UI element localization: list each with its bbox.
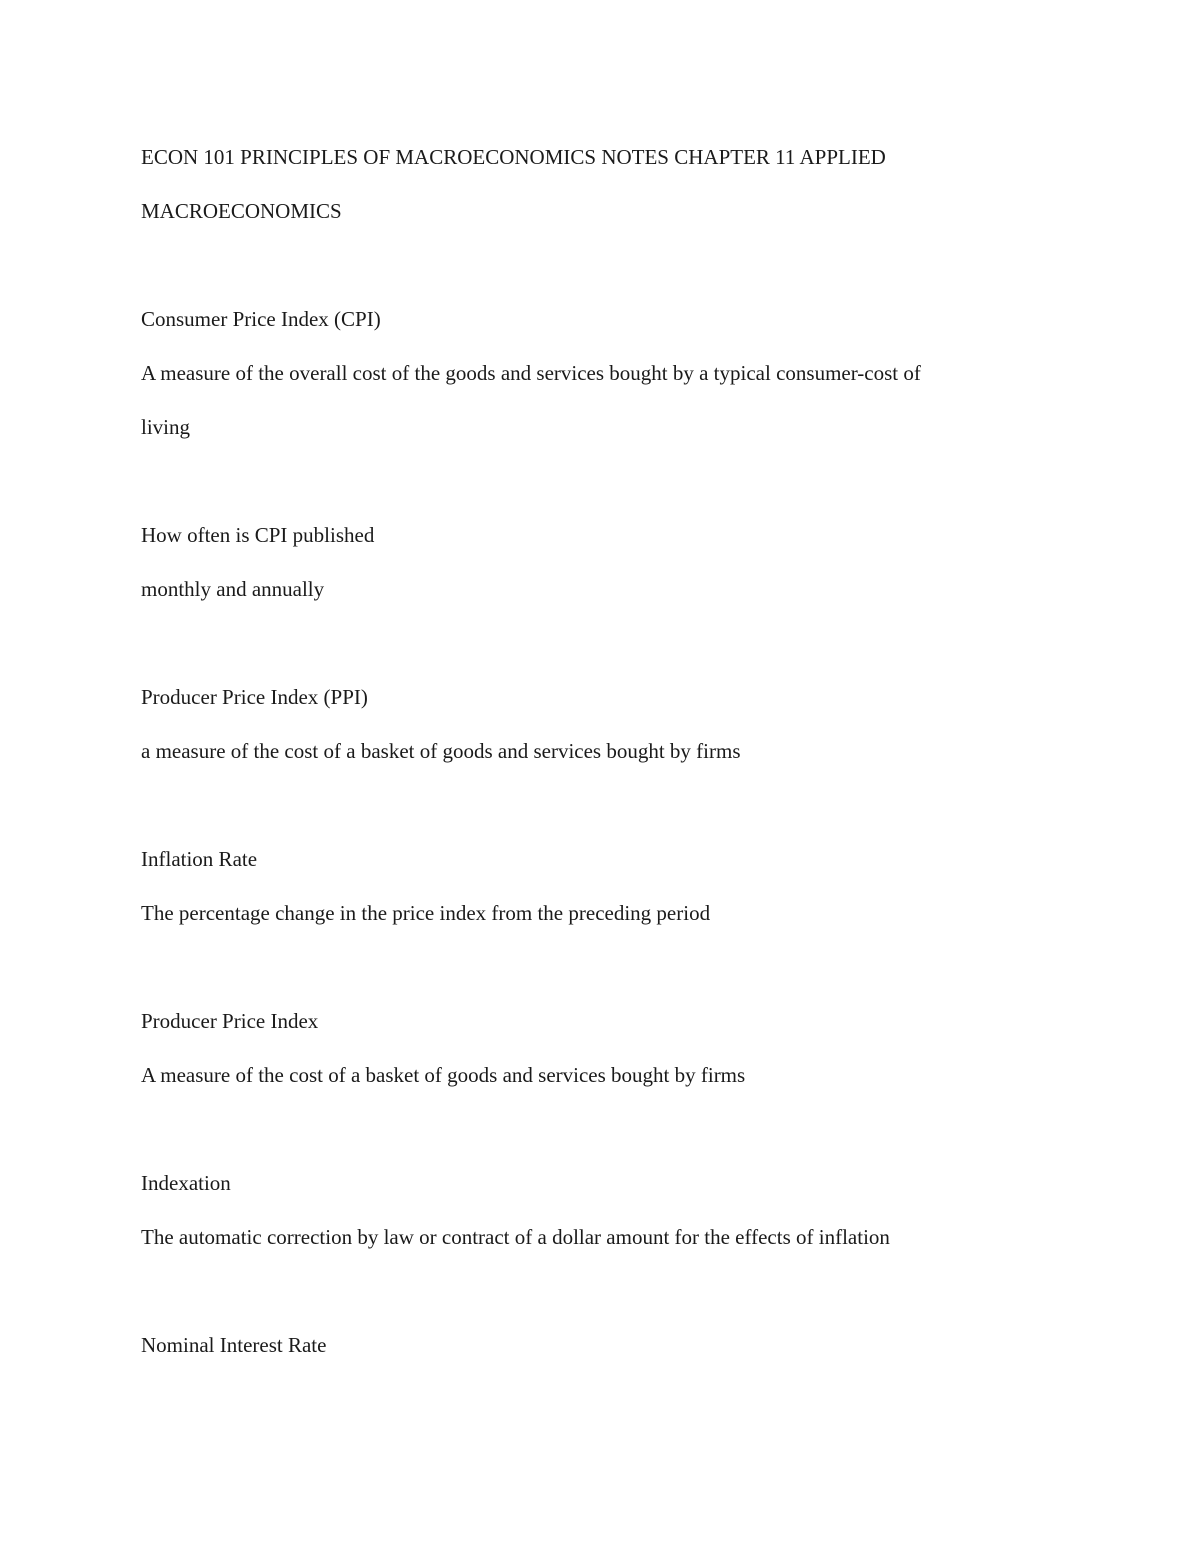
- definition-cpi-line-1: A measure of the overall cost of the goods and services bought by a typical consumer-cost of: [141, 361, 921, 385]
- definition-cpi-frequency: monthly and annually: [141, 577, 325, 601]
- document-title-line-1: ECON 101 PRINCIPLES OF MACROECONOMICS NOTES CHAPTER 11 APPLIED: [141, 145, 886, 169]
- term-indexation: Indexation: [141, 1171, 231, 1195]
- blank-line: [141, 238, 1041, 292]
- definition-ppi: a measure of the cost of a basket of goods and services bought by firms: [141, 739, 741, 763]
- term-nominal-interest-rate: Nominal Interest Rate: [141, 1333, 327, 1357]
- definition-inflation-rate: The percentage change in the price index from the preceding period: [141, 901, 711, 925]
- document-body: [141, 130, 1041, 1372]
- term-cpi: Consumer Price Index (CPI): [141, 307, 381, 331]
- definition-cpi-line-2: living: [141, 415, 191, 439]
- term-cpi-frequency: How often is CPI published: [141, 523, 375, 547]
- term-ppi: Producer Price Index (PPI): [141, 685, 368, 709]
- blank-line: [141, 940, 1041, 994]
- document-title-line-2: MACROECONOMICS: [141, 199, 342, 223]
- term-inflation-rate: Inflation Rate: [141, 847, 258, 871]
- blank-line: [141, 1264, 1041, 1318]
- term-producer-price-index: Producer Price Index: [141, 1009, 319, 1033]
- definition-producer-price-index: A measure of the cost of a basket of goods and services bought by firms: [141, 1063, 746, 1087]
- blank-line: [141, 778, 1041, 832]
- blank-line: [141, 616, 1041, 670]
- blank-line: [141, 454, 1041, 508]
- definition-indexation: The automatic correction by law or contract of a dollar amount for the effects of inflation: [141, 1225, 890, 1249]
- blank-line: [141, 1102, 1041, 1156]
